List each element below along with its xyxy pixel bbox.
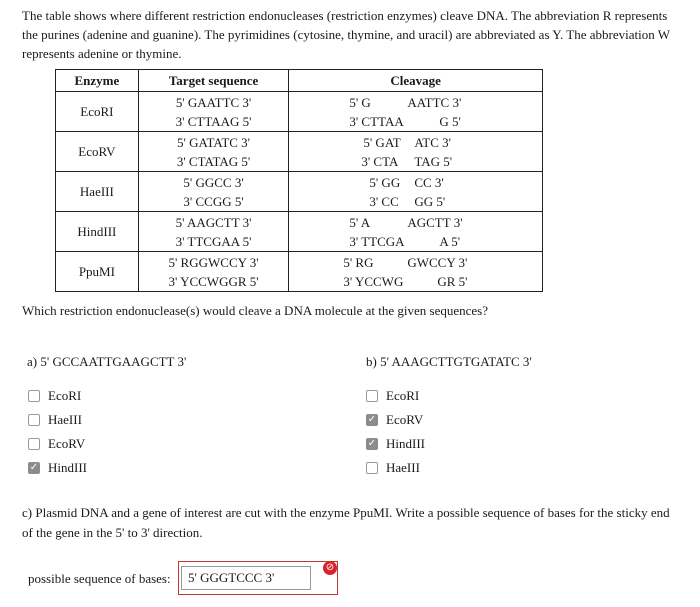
cleave-top-left: 5' RG: [343, 254, 374, 270]
enzyme-name: EcoRI: [56, 92, 139, 132]
table-row: [56, 252, 543, 292]
table-header-row: [56, 70, 543, 92]
part-b-option-ecorv[interactable]: [366, 412, 423, 428]
part-c-prompt: c) Plasmid DNA and a gene of interest are cut with the enzyme PpuMI. Write a possible sequence of bases for the sticky end of the gene in the 5' to 3' direction.: [22, 505, 670, 540]
checkbox[interactable]: ✓: [367, 414, 377, 425]
option-label: EcoRV: [48, 436, 86, 451]
cleave-top-right: AGCTT 3': [407, 214, 463, 230]
cleavage-pattern: [289, 132, 543, 172]
cleave-top-right: CC 3': [414, 174, 444, 190]
part-a-option-ecorv[interactable]: [28, 436, 85, 452]
cleave-bottom-right: GR 5': [437, 273, 468, 289]
cleavage-pattern: [289, 92, 543, 132]
cleave-bottom-left: 3' YCCWG: [343, 273, 404, 289]
target-top-strand: 5' GGCC 3': [183, 174, 244, 190]
part-b-option-haeiii[interactable]: [366, 460, 420, 476]
part-b-option-hindiii[interactable]: [366, 436, 425, 452]
target-sequence: [138, 212, 289, 252]
option-label: EcoRV: [386, 412, 424, 427]
checkbox[interactable]: ✓: [29, 462, 39, 473]
part-a-option-hindiii[interactable]: [28, 460, 87, 476]
enzyme-name: EcoRV: [56, 132, 139, 172]
enzyme-name: HaeIII: [56, 172, 139, 212]
cleave-top-right: GWCCY 3': [407, 254, 468, 270]
cleave-top-right: AATTC 3': [407, 94, 462, 110]
header-enzyme: Enzyme: [56, 70, 139, 92]
intro-paragraph: The table shows where different restriction endonucleases (restriction enzymes) cleave DNA. The abbreviation R represents the purines (adenine and guanine). The pyrimidines (cytosine, thymine, and uracil) are abbreviated as Y. The abbreviation W represents adenine or thymine.: [22, 8, 670, 61]
part-a-sequence: a) 5' GCCAATTGAAGCTT 3': [27, 354, 187, 369]
table-row: [56, 172, 543, 212]
table-row: [56, 92, 543, 132]
cleave-top-left: 5' GG: [369, 174, 401, 190]
question-text: Which restriction endonuclease(s) would cleave a DNA molecule at the given sequences?: [22, 303, 489, 318]
target-top-strand: 5' GATATC 3': [177, 134, 251, 150]
target-sequence: [138, 252, 289, 292]
table-row: [56, 132, 543, 172]
cleavage-pattern: [289, 212, 543, 252]
cleave-top-left: 5' A: [349, 214, 371, 230]
cleave-bottom-right: TAG 5': [414, 153, 453, 169]
part-b-sequence: b) 5' AAAGCTTGTGATATC 3': [366, 354, 532, 369]
cleavage-pattern: [289, 172, 543, 212]
target-bottom-strand: 3' CTTAAG 5': [175, 113, 252, 129]
checkbox[interactable]: [28, 414, 40, 426]
cleave-bottom-left: 3' CTTAA: [349, 113, 404, 129]
answer-label: possible sequence of bases:: [28, 571, 171, 586]
cleave-bottom-left: 3' TTCGA: [349, 233, 405, 249]
checkbox[interactable]: [28, 390, 40, 402]
target-bottom-strand: 3' CCGG 5': [183, 193, 244, 209]
option-label: EcoRI: [48, 388, 82, 403]
table-row: [56, 212, 543, 252]
header-target: Target sequence: [138, 70, 289, 92]
cleave-top-left: 5' GAT: [363, 134, 401, 150]
checkbox[interactable]: [28, 438, 40, 450]
enzyme-name: HindIII: [56, 212, 139, 252]
option-label: HaeIII: [48, 412, 82, 427]
checkbox[interactable]: [366, 390, 378, 402]
sequence-answer-input[interactable]: 5' GGGTCCC 3': [181, 566, 311, 590]
cleave-bottom-left: 3' CC: [369, 193, 399, 209]
cleave-bottom-right: GG 5': [414, 193, 446, 209]
header-cleavage: Cleavage: [289, 70, 543, 92]
part-a-option-ecori[interactable]: [28, 388, 81, 404]
target-top-strand: 5' RGGWCCY 3': [168, 254, 259, 270]
option-label: HaeIII: [386, 460, 420, 475]
target-bottom-strand: 3' YCCWGGR 5': [168, 273, 259, 289]
cleave-top-left: 5' G: [349, 94, 371, 110]
target-sequence: [138, 132, 289, 172]
cleave-bottom-right: G 5': [439, 113, 461, 129]
target-bottom-strand: 3' CTATAG 5': [176, 153, 251, 169]
target-top-strand: 5' AAGCTT 3': [175, 214, 252, 230]
cleave-bottom-left: 3' CTA: [361, 153, 399, 169]
target-bottom-strand: 3' TTCGAA 5': [175, 233, 252, 249]
enzyme-name: PpuMI: [56, 252, 139, 292]
restriction-enzyme-table: [55, 69, 543, 292]
target-sequence: [138, 172, 289, 212]
cleave-top-right: ATC 3': [414, 134, 451, 150]
cleave-bottom-right: A 5': [439, 233, 461, 249]
part-a-option-haeiii[interactable]: [28, 412, 82, 428]
option-label: EcoRI: [386, 388, 420, 403]
checkbox[interactable]: ✓: [367, 438, 377, 449]
error-icon: ⊘: [323, 561, 337, 575]
option-label: HindIII: [386, 436, 425, 451]
target-sequence: [138, 92, 289, 132]
checkbox[interactable]: [366, 462, 378, 474]
option-label: HindIII: [48, 460, 87, 475]
part-b-option-ecori[interactable]: [366, 388, 419, 404]
target-top-strand: 5' GAATTC 3': [175, 94, 252, 110]
cleavage-pattern: [289, 252, 543, 292]
